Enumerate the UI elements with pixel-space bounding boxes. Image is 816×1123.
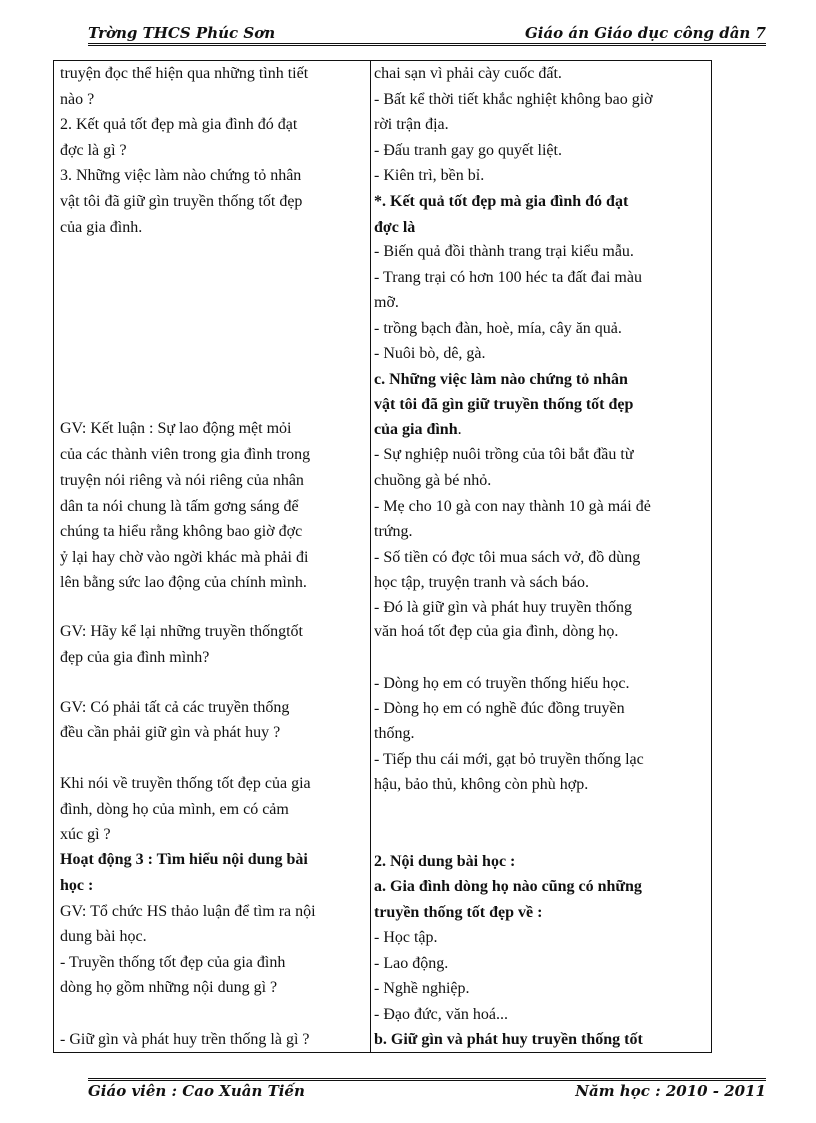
right-line: thống.	[374, 725, 415, 742]
section-a-heading-cont: truyền thống tốt đẹp về :	[374, 904, 543, 921]
left-line: GV: Hãy kể lại những truyền thốngtốt	[60, 623, 303, 640]
right-line: - Đạo đức, văn hoá...	[374, 1006, 508, 1023]
right-line: - Học tập.	[374, 929, 438, 946]
left-line: vật tôi đã giữ gìn truyền thống tốt đẹp	[60, 193, 303, 210]
header-subject: Giáo án Giáo dục công dân 7	[524, 24, 766, 42]
left-line: đình, dòng họ của mình, em có cảm	[60, 801, 289, 818]
header-rule	[88, 43, 766, 46]
right-line: - Đấu tranh gay go quyết liệt.	[374, 142, 562, 159]
right-line: hậu, bảo thủ, không còn phù hợp.	[374, 776, 589, 793]
footer-teacher: Giáo viên : Cao Xuân Tiến	[88, 1082, 305, 1100]
right-line: - Trang trại có hơn 100 héc ta đất đai màu	[374, 269, 642, 286]
actions-heading: c. Những việc làm nào chứng tỏ nhân	[374, 371, 628, 388]
page-header	[88, 24, 766, 44]
left-line: dòng họ gồm những nội dung gì ?	[60, 979, 278, 996]
section-a-heading: a. Gia đình dòng họ nào cũng có những	[374, 878, 642, 895]
header-school: Trờng THCS Phúc Sơn	[88, 24, 276, 42]
lesson-table	[53, 60, 712, 1053]
right-line: - Bất kể thời tiết khắc nghiệt không bao giờ	[374, 91, 653, 108]
teacher-activity-column	[54, 61, 371, 1052]
right-line: - Sự nghiệp nuôi trồng của tôi bắt đầu từ	[374, 446, 634, 463]
result-heading-cont: đợc là	[374, 219, 416, 236]
right-line: - Tiếp thu cái mới, gạt bỏ truyền thống lạc	[374, 751, 644, 768]
right-line: - Mẹ cho 10 gà con nay thành 10 gà mái đẻ	[374, 498, 651, 515]
right-line: - Lao động.	[374, 955, 449, 972]
activity-3-heading-cont: học :	[60, 877, 94, 894]
lesson-content-heading: 2. Nội dung bài học :	[374, 853, 516, 870]
left-line: đẹp của gia đình mình?	[60, 649, 210, 666]
left-line: Khi nói về truyền thống tốt đẹp của gia	[60, 775, 311, 792]
left-line: ỷ lại hay chờ vào ngời khác mà phải đi	[60, 549, 309, 566]
left-line: GV: Kết luận : Sự lao động mệt mỏi	[60, 420, 292, 437]
page-footer	[88, 1082, 766, 1102]
left-line: của các thành viên trong gia đình trong	[60, 446, 311, 463]
right-line: - Số tiền có đợc tôi mua sách vở, đồ dùng	[374, 549, 641, 566]
right-line: - Đó là giữ gìn và phát huy truyền thống	[374, 599, 632, 616]
left-line: truyện nói riêng và nói riêng của nhân	[60, 472, 304, 489]
footer-rule	[88, 1078, 766, 1081]
right-line: văn hoá tốt đẹp của gia đình, dòng họ.	[374, 623, 619, 640]
actions-heading-end: của gia đình.	[374, 421, 462, 438]
right-line: mỡ.	[374, 294, 399, 311]
left-line: đều cần phải giữ gìn và phát huy ?	[60, 724, 281, 741]
content-column	[371, 61, 713, 1052]
activity-3-heading: Hoạt động 3 : Tìm hiểu nội dung bài	[60, 851, 308, 868]
left-line: dân ta nói chung là tấm gơng sáng để	[60, 498, 299, 515]
footer-school-year: Năm học : 2010 - 2011	[575, 1082, 766, 1100]
left-line: nào ?	[60, 91, 95, 108]
left-line: lên bằng sức lao động của chính mình.	[60, 574, 307, 591]
left-line: 2. Kết quả tốt đẹp mà gia đình đó đạt	[60, 116, 298, 133]
right-line: chuồng gà bé nhỏ.	[374, 472, 492, 489]
left-line: GV: Có phải tất cả các truyền thống	[60, 699, 290, 716]
right-line: - Nghề nghiệp.	[374, 980, 470, 997]
right-line: - Biến quả đồi thành trang trại kiểu mẫu.	[374, 243, 634, 260]
right-line: rời trận địa.	[374, 116, 449, 133]
section-b-heading: b. Giữ gìn và phát huy truyền thống tốt	[374, 1031, 643, 1048]
left-line: của gia đình.	[60, 219, 143, 236]
left-line: dung bài học.	[60, 928, 147, 945]
right-line: trứng.	[374, 523, 413, 540]
left-line: 3. Những việc làm nào chứng tỏ nhân	[60, 167, 302, 184]
left-line: đợc là gì ?	[60, 142, 127, 159]
actions-heading-cont: vật tôi đã gìn giữ truyền thống tốt đẹp	[374, 396, 634, 413]
right-line: học tập, truyện tranh và sách báo.	[374, 574, 590, 591]
left-line: chúng ta hiểu rằng không bao giờ đợc	[60, 523, 303, 540]
right-line: - Dòng họ em có nghề đúc đồng truyền	[374, 700, 625, 717]
result-heading: *. Kết quả tốt đẹp mà gia đình đó đạt	[374, 193, 629, 210]
right-line: - Kiên trì, bền bỉ.	[374, 167, 485, 184]
right-line: - trồng bạch đàn, hoè, mía, cây ăn quả.	[374, 320, 622, 337]
left-line: - Truyền thống tốt đẹp của gia đình	[60, 954, 286, 971]
left-line: GV: Tổ chức HS thảo luận để tìm ra nội	[60, 903, 316, 920]
left-line: xúc gì ?	[60, 826, 111, 843]
right-line: - Nuôi bò, dê, gà.	[374, 345, 486, 362]
left-line: truyện đọc thể hiện qua những tình tiết	[60, 65, 309, 82]
left-line: - Giữ gìn và phát huy trền thống là gì ?	[60, 1031, 310, 1048]
right-line: - Dòng họ em có truyền thống hiếu học.	[374, 675, 630, 692]
right-line: chai sạn vì phải cày cuốc đất.	[374, 65, 562, 82]
